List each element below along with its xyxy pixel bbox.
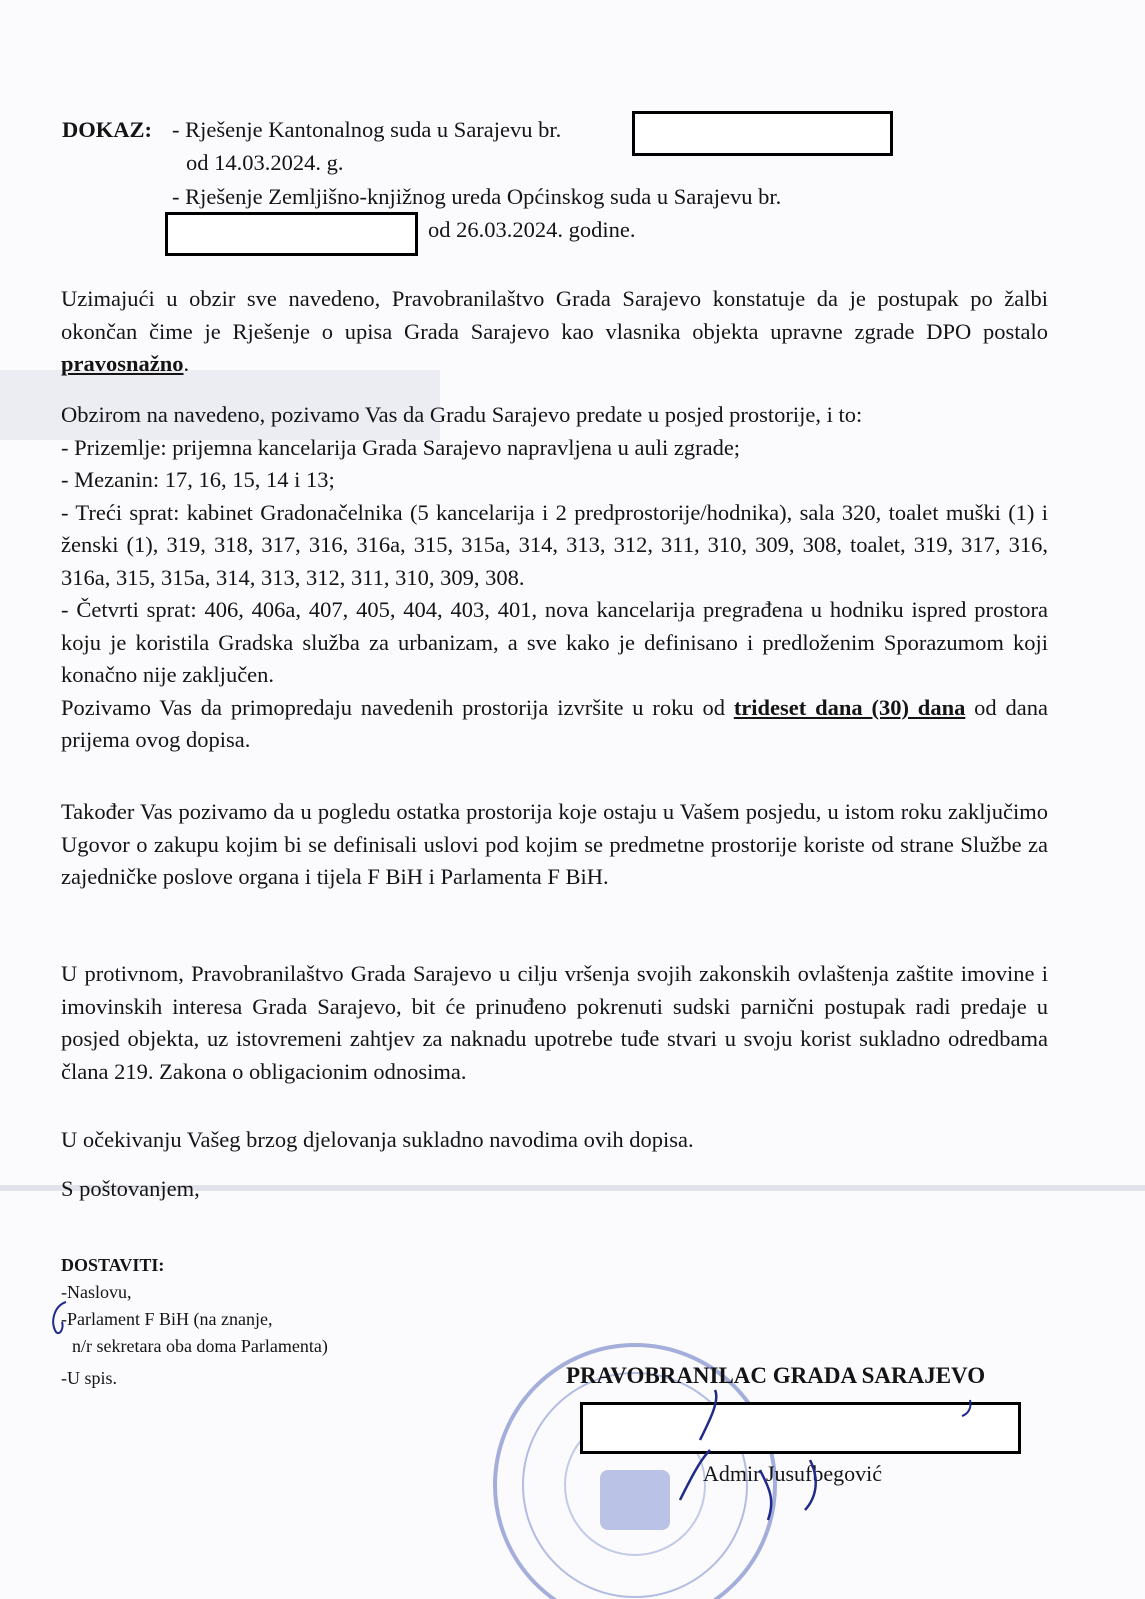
premises-item: - Prizemlje: prijemna kancelarija Grada Sarajevo napravljena u auli zgrade; [61, 434, 741, 460]
emphasis-pravosnazno: pravosnažno [61, 351, 184, 376]
dostaviti-line: -Parlament F BiH (na znanje, [61, 1309, 273, 1329]
paragraph-conclusion-end: . [183, 351, 190, 376]
premises-item: - Treći sprat: kabinet Gradonačelnika (5 kancelarija i 2 predprostorije/hodnika), sala 320, toalet muški (1) i ženski (1), 319, 318, 317, 316, 316a, 315, 315a, 314, 313, 312, 311, 310, 309, 308, toalet, 319, 317, 316, 316a, 315, 315a, 314, 313, 312, 311, 310, 309, 308. [61, 499, 1048, 590]
redaction-box [165, 212, 418, 256]
paragraph-lease: Također Vas pozivamo da u pogledu ostatka prostorija koje ostaju u Vašem posjedu, u istom roku zaključimo Ugovor o zakupu kojim bi se definisali uslovi pod kojim se predmetne prostorije koriste od strane Službe za zajedničke poslove organa i tijela F BiH i Parlamenta F BiH. [61, 799, 1048, 889]
deadline-text-end: od dana prijema ovog dopisa. [61, 694, 1048, 752]
paragraph-premises [61, 399, 1048, 757]
premises-intro: Obzirom na navedeno, pozivamo Vas da Gradu Sarajevo predate u posjed prostorije, i to: [61, 402, 863, 427]
paragraph-expectation: U očekivanju Vašeg brzog djelovanja sukladno navodima ovih dopisa. [61, 1127, 694, 1152]
handwritten-signature-icon [600, 1380, 1020, 1580]
dostaviti-line: -Naslovu, [61, 1282, 132, 1302]
closing-salutation: S poštovanjem, [61, 1176, 200, 1201]
dostaviti-line: n/r sekretara oba doma Parlamenta) [72, 1336, 328, 1356]
signatory-name: Admir Jusufbegović [703, 1461, 883, 1486]
deadline-emphasis: trideset dana (30) dana [733, 694, 966, 720]
dokaz-label: DOKAZ: [62, 117, 152, 142]
pen-mark-icon [46, 1298, 76, 1338]
premises-item: - Četvrti sprat: 406, 406a, 407, 405, 404, 403, 401, nova kancelarija pregrađena u hodniku ispred prostora koju je koristila Gradska služba za urbanizam, a sve kako je definisano i predloženim Sporazumom koji konačno nije zaključen. [61, 597, 1048, 687]
dokaz-item1-line1: - Rješenje Kantonalnog suda u Sarajevu br. [172, 117, 562, 142]
deadline-text: Pozivamo Vas da primopredaju navedenih prostorija izvršite u roku od [61, 694, 734, 720]
dokaz-item2-line2: od 26.03.2024. godine. [428, 217, 636, 242]
dostaviti-line: -U spis. [61, 1368, 118, 1388]
dostaviti-label: DOSTAVITI: [61, 1255, 165, 1275]
dokaz-item2-line1: - Rješenje Zemljišno-knjižnog ureda Općinskog suda u Sarajevu br. [172, 184, 782, 209]
paragraph-legal-action: U protivnom, Pravobranilaštvo Grada Sarajevo u cilju vršenja svojih zakonskih ovlaštenja zaštite imovine i imovinskih interesa Grada Sarajevo, bit će prinuđeno pokrenuti sudski parnični postupak radi predaje u posjed objekta, uz istovremeni zahtjev za naknadu upotrebe tuđe stvari u svoju korist sukladno odredbama člana 219. Zakona o obligacionim odnosima. [61, 961, 1048, 1084]
signatory-title: PRAVOBRANILAC GRADA SARAJEVO [566, 1363, 986, 1388]
dokaz-item1-line2: od 14.03.2024. g. [186, 150, 344, 175]
premises-item: - Mezanin: 17, 16, 15, 14 i 13; [61, 467, 335, 492]
paragraph-conclusion [61, 283, 1048, 381]
paragraph-conclusion-text: Uzimajući u obzir sve navedeno, Pravobranilaštvo Grada Sarajevo konstatuje da je postupak po žalbi okončan čime je Rješenje o upisa Grada Sarajevo kao vlasnika objekta upravne zgrade DPO postalo [61, 286, 1048, 344]
redaction-box [632, 111, 893, 156]
